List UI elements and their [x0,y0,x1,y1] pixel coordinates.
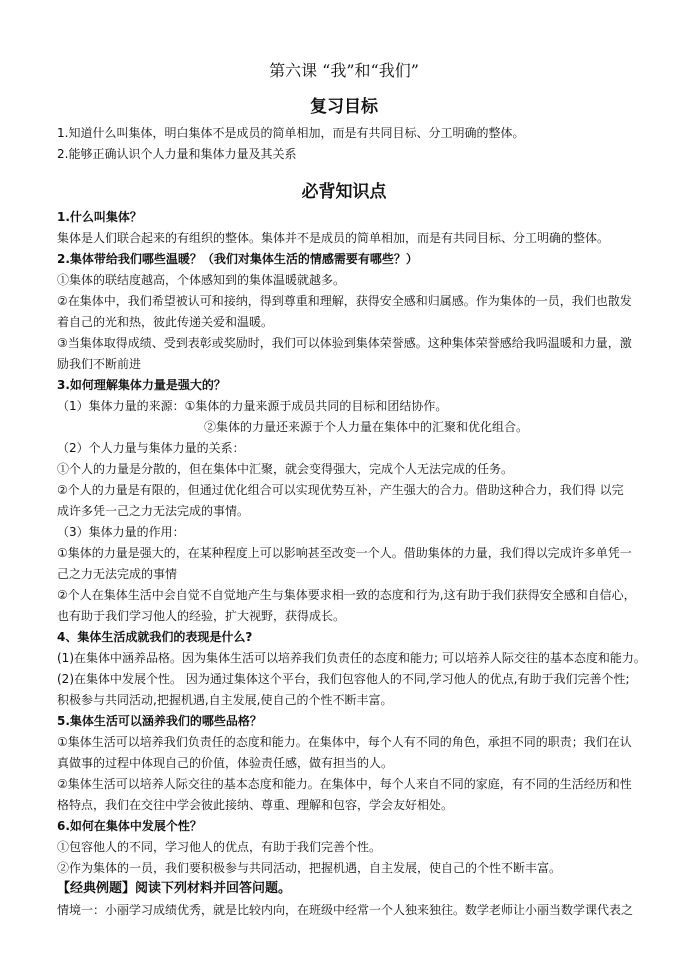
section-heading: 5.集体生活可以涵养我们的哪些品格？ [57,714,262,728]
lesson-title: 第六课 “我”和“我们” [269,61,419,80]
paragraph-line: 也有助于我们学习他人的经验，扩大视野，获得成长。 [57,609,346,623]
paragraph-line: 真做事的过程中体现自己的价值，体验责任感，做有担当的人。 [57,756,394,770]
paragraph-line: ②集体的力量还来源于个人力量在集体中的汇聚和优化组合。 [204,420,529,434]
paragraph-line: 集体是人们联合起来的有组织的整体。集体并不是成员的简单相加，而是有共同目标、分工明确的整体。 [57,231,610,245]
paragraph-line: ③当集体取得成绩、受到表彰或奖励时，我们可以体验到集体荣誉感。这种集体荣誉感给我吗温暖和力量，激 [57,336,632,350]
paragraph-line: ②在集体中，我们希望被认可和接纳，得到尊重和理解，获得安全感和归属感。作为集体的一员，我们也散发 [57,294,632,308]
review-goals-heading: 复习目标 [310,97,378,117]
knowledge-points-heading: 必背知识点 [301,182,387,202]
paragraph-line: ①集体的联结度越高，个体感知到的集体温暖就越多。 [57,273,346,287]
section-heading: 1.什么叫集体？ [57,210,142,224]
example-heading: 【经典例题】阅读下列材料并回答问题。 [57,881,292,896]
paragraph-line: ②集体生活可以培养人际交往的基本态度和能力。在集体中，每个人来自不同的家庭，有不同的生活经历和性 [57,777,632,791]
paragraph-line: ①包容他人的不同，学习他人的优点，有助于我们完善个性。 [57,840,382,854]
section-heading: 2.集体带给我们哪些温暖？（我们对集体生活的情感需要有哪些？） [57,252,418,266]
paragraph-line: ②作为集体的一员，我们要积极参与共同活动，把握机遇，自主发展，使自己的个性不断丰富。 [57,861,562,875]
section-heading: 4、集体生活成就我们的表现是什么? [57,630,253,644]
paragraph-line: ②个人的力量是有限的，但通过优化组合可以实现优势互补，产生强大的合力。借助这种合力，我们得 以完 [57,483,624,497]
paragraph-line: ①集体的力量是强大的，在某种程度上可以影响甚至改变一个人。借助集体的力量，我们得以完成许多单凭一 [57,546,632,560]
goal-item: 1.知道什么叫集体，明白集体不是成员的简单相加，而是有共同目标、分工明确的整体。 [57,126,525,140]
paragraph-line: （3）集体力量的作用： [57,525,185,539]
paragraph-line: (1)在集体中涵养品格。因为集体生活可以培养我们负责任的态度和能力; 可以培养人际交往的基本态度和能力。 [57,651,646,665]
section-heading: 6.如何在集体中发展个性？ [57,819,202,833]
goal-item: 2.能够正确认识个人力量和集体力量及其关系 [57,147,297,161]
paragraph-line: 励我们不断前进 [57,357,142,371]
paragraph-line: （2）个人力量与集体力量的关系： [57,441,245,455]
paragraph-line: ②个人在集体生活中会自觉不自觉地产生与集体要求相一致的态度和行为,这有助于我们获得安全感和自信心， [57,588,636,602]
paragraph-line: 情境一：小丽学习成绩优秀，就是比较内向，在班级中经常一个人独来独往。数学老师让小丽当数学课代表之 [57,903,634,917]
paragraph-line: (2)在集体中发展个性。 因为通过集体这个平台，我们包容他人的不同,学习他人的优点,有助于我们完善个性; [57,672,630,686]
paragraph-line: （1）集体力量的来源：①集体的力量来源于成员共同的目标和团结协作。 [57,399,448,413]
paragraph-line: ①个人的力量是分散的，但在集体中汇聚，就会变得强大，完成个人无法完成的任务。 [57,462,514,476]
paragraph-line: 着自己的光和热，彼此传递关爱和温暖。 [57,315,274,329]
paragraph-line: 己之力无法完成的事情 [57,567,178,581]
section-heading: 3.如何理解集体力量是强大的？ [57,378,226,392]
paragraph-line: 积极参与共同活动,把握机遇,自主发展,使自己的个性不断丰富。 [57,693,393,707]
paragraph-line: 格特点，我们在交往中学会彼此接纳、尊重、理解和包容，学会友好相处。 [57,798,454,812]
paragraph-line: 成许多凭一己之力无法完成的事情。 [57,504,250,518]
paragraph-line: ①集体生活可以培养我们负责任的态度和能力。在集体中，每个人有不同的角色，承担不同的职责；我们在认 [57,735,632,749]
